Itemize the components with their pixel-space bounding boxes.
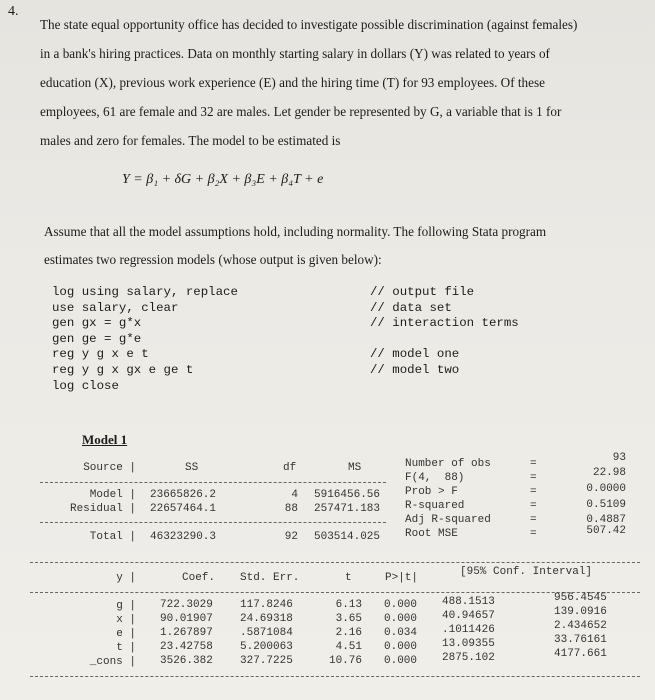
anova-row-source: Residual | (69, 503, 136, 515)
question-line: employees, 61 are female and 32 are males. Let gender be represented by G, a variable that is 1 for (40, 104, 562, 119)
stat-value: 0.0000 (586, 483, 626, 495)
assumption-text (44, 218, 644, 274)
question-line: in a bank's hiring practices. Data on monthly starting salary in dollars (Y) was related to years of (40, 46, 550, 61)
coef-row-p: 0.000 (384, 599, 418, 611)
anova-row-df: 4 (291, 489, 298, 501)
coef-row-ci-low: 488.1513 (442, 596, 495, 608)
coef-row-se: 117.8246 (240, 599, 293, 611)
anova-row-source: Model | (89, 489, 136, 501)
stata-program (52, 285, 572, 394)
anova-row-ss: 23665826.2 (150, 489, 217, 501)
coef-row-ci-low: .1011426 (442, 624, 495, 636)
question-number: 4. (8, 4, 19, 19)
coef-row-var: e | (116, 628, 136, 640)
anova-row-source: Total | (89, 531, 136, 543)
code-line (52, 379, 572, 395)
stat-equals: = (530, 514, 537, 526)
coef-row-coef: 3526.382 (160, 655, 213, 667)
code-line (52, 316, 572, 332)
coef-row-p: 0.000 (384, 655, 418, 667)
stat-value: 507.42 (586, 525, 626, 537)
coef-header-y: y | (116, 572, 136, 584)
code-comment: // output file (370, 285, 475, 299)
anova-divider (40, 522, 386, 523)
anova-header-df: df (283, 462, 297, 474)
code-comment: // data set (370, 300, 452, 315)
code-comment: // model two (370, 362, 460, 377)
coef-header-ci: [95% Conf. Interval] (460, 566, 593, 578)
code-line (52, 301, 572, 317)
code-line (52, 347, 572, 363)
stat-label: F(4, 88) (405, 472, 465, 484)
question-line: males and zero for females. The model to be estimated is (40, 133, 341, 148)
coef-row-se: 5.200063 (240, 641, 293, 653)
code-command: use salary, clear (52, 300, 179, 315)
code-command: gen ge = g*e (52, 331, 142, 346)
anova-row-ss: 22657464.1 (150, 503, 217, 515)
anova-header-source: Source | (83, 462, 136, 474)
assumption-line: estimates two regression models (whose output is given below): (44, 252, 382, 267)
coef-row-se: .5871084 (240, 627, 293, 639)
stat-label: Prob > F (405, 486, 458, 498)
stat-equals: = (530, 472, 537, 484)
coef-top-divider (30, 562, 640, 563)
code-command: log using salary, replace (52, 285, 238, 299)
coef-row-ci-high: 4177.661 (554, 648, 607, 660)
coef-row-t: 4.51 (335, 641, 362, 653)
anova-row-ss: 46323290.3 (150, 531, 217, 543)
assumption-line: Assume that all the model assumptions hold, including normality. The following Stata program (44, 224, 547, 239)
coef-row-var: t | (116, 642, 136, 654)
stat-value: 22.98 (592, 467, 626, 479)
stat-label: Root MSE (405, 528, 458, 540)
coef-header-divider (30, 592, 640, 593)
coef-header-coef: Coef. (182, 572, 216, 584)
code-line (52, 332, 572, 348)
coef-row-p: 0.000 (384, 613, 418, 625)
anova-row-ms: 503514.025 (314, 531, 381, 543)
coef-row-t: 10.76 (328, 655, 362, 667)
code-comment: // model one (370, 347, 460, 362)
coef-row-coef: 90.01907 (160, 613, 213, 625)
coef-row-ci-high: 33.76161 (554, 634, 607, 646)
coef-row-coef: 722.3029 (160, 599, 213, 611)
coef-header-p: P>|t| (385, 572, 419, 584)
question-text (40, 10, 640, 155)
code-command: gen gx = g*x (52, 316, 142, 331)
anova-header-ss: SS (185, 462, 199, 474)
stat-equals: = (530, 458, 537, 470)
stat-label: Number of obs (405, 458, 491, 470)
stat-equals: = (530, 500, 537, 512)
coef-row-var: x | (116, 614, 136, 626)
anova-row-df: 88 (284, 503, 298, 515)
coef-row-ci-high: 2.434652 (554, 620, 607, 632)
stat-label: Adj R-squared (405, 514, 491, 526)
stat-equals: = (530, 528, 537, 540)
coef-row-var: g | (116, 600, 136, 612)
stat-value: 0.4887 (586, 514, 626, 526)
coef-row-ci-low: 40.94657 (442, 610, 495, 622)
coef-header-t: t (345, 572, 352, 584)
coef-row-p: 0.000 (384, 641, 418, 653)
coef-row-t: 2.16 (335, 627, 362, 639)
coef-row-p: 0.034 (384, 627, 418, 639)
coef-header-se: Std. Err. (240, 572, 300, 584)
coef-row-ci-low: 2875.102 (442, 652, 495, 664)
coef-bottom-divider (30, 676, 640, 677)
code-line (52, 363, 572, 379)
question-line: The state equal opportunity office has decided to investigate possible discrimination (against females) (40, 17, 578, 32)
coef-row-coef: 1.267897 (160, 627, 213, 639)
anova-header-ms: MS (348, 462, 362, 474)
code-command: log close (52, 378, 119, 393)
anova-row-df: 92 (284, 531, 298, 543)
coef-row-se: 327.7225 (240, 655, 293, 667)
code-comment: // interaction terms (370, 316, 519, 331)
stat-value: 0.5109 (586, 499, 626, 511)
coef-row-t: 6.13 (335, 599, 362, 611)
anova-row-ms: 5916456.56 (314, 489, 381, 501)
stat-equals: = (530, 486, 537, 498)
coef-row-ci-low: 13.09355 (442, 638, 495, 650)
coef-row-coef: 23.42758 (160, 641, 213, 653)
coef-row-ci-high: 139.0916 (554, 606, 607, 618)
coef-row-se: 24.69318 (240, 613, 293, 625)
model-equation: Y = β₁ + δG + β₂X + β₃E + β₄T + e (122, 172, 324, 187)
model-title: Model 1 (82, 432, 128, 447)
question-line: education (X), previous work experience (E) and the hiring time (T) for 93 employees. Of these (40, 75, 545, 90)
anova-divider (40, 482, 386, 483)
stat-label: R-squared (405, 500, 465, 512)
coef-row-t: 3.65 (335, 613, 362, 625)
code-command: reg y g x gx e ge t (52, 362, 194, 377)
anova-row-ms: 257471.183 (314, 503, 381, 515)
coef-row-var: _cons | (89, 656, 136, 668)
code-line (52, 285, 572, 301)
code-command: reg y g x e t (52, 347, 149, 362)
coef-row-ci-high: 956.4545 (554, 592, 607, 604)
stat-value: 93 (612, 452, 626, 464)
